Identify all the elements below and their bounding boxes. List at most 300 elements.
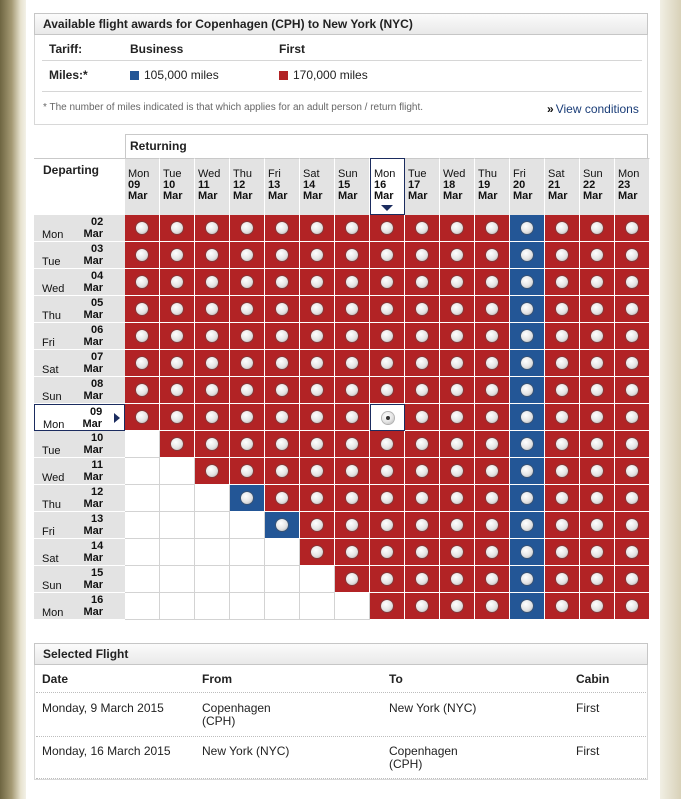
first-award-cell[interactable] (405, 512, 440, 539)
radio-button[interactable] (241, 276, 253, 288)
business-award-cell[interactable] (265, 512, 300, 539)
first-award-cell[interactable] (265, 242, 300, 269)
depart-date-header[interactable] (34, 512, 125, 539)
return-date-header[interactable] (615, 158, 650, 215)
first-award-cell[interactable] (195, 350, 230, 377)
first-award-cell[interactable] (440, 566, 475, 593)
radio-button[interactable] (486, 465, 498, 477)
first-award-cell[interactable] (370, 539, 405, 566)
business-award-cell[interactable] (510, 431, 545, 458)
radio-button[interactable] (591, 519, 603, 531)
first-award-cell[interactable] (475, 512, 510, 539)
radio-button[interactable] (451, 573, 463, 585)
radio-button[interactable] (521, 303, 533, 315)
depart-date-header[interactable] (34, 431, 125, 458)
first-award-cell[interactable] (580, 431, 615, 458)
first-award-cell[interactable] (615, 215, 650, 242)
radio-button[interactable] (521, 573, 533, 585)
first-award-cell[interactable] (230, 323, 265, 350)
radio-button[interactable] (206, 276, 218, 288)
depart-date-header[interactable] (34, 458, 125, 485)
radio-button[interactable] (276, 465, 288, 477)
first-award-cell[interactable] (125, 404, 160, 431)
first-award-cell[interactable] (475, 593, 510, 620)
radio-button[interactable] (451, 384, 463, 396)
radio-button[interactable] (346, 222, 358, 234)
first-award-cell[interactable] (440, 377, 475, 404)
first-award-cell[interactable] (125, 215, 160, 242)
first-award-cell[interactable] (265, 485, 300, 512)
radio-button[interactable] (416, 465, 428, 477)
first-award-cell[interactable] (475, 458, 510, 485)
first-award-cell[interactable] (405, 296, 440, 323)
first-award-cell[interactable] (440, 269, 475, 296)
radio-button[interactable] (206, 384, 218, 396)
first-award-cell[interactable] (370, 269, 405, 296)
first-award-cell[interactable] (440, 242, 475, 269)
radio-button[interactable] (556, 222, 568, 234)
first-award-cell[interactable] (475, 377, 510, 404)
radio-button[interactable] (521, 492, 533, 504)
radio-button[interactable] (311, 519, 323, 531)
first-award-cell[interactable] (580, 296, 615, 323)
radio-button[interactable] (206, 411, 218, 423)
radio-button[interactable] (591, 573, 603, 585)
first-award-cell[interactable] (545, 242, 580, 269)
first-award-cell[interactable] (300, 458, 335, 485)
first-award-cell[interactable] (160, 377, 195, 404)
first-award-cell[interactable] (615, 269, 650, 296)
business-award-cell[interactable] (510, 458, 545, 485)
radio-button[interactable] (346, 384, 358, 396)
radio-button[interactable] (311, 438, 323, 450)
first-award-cell[interactable] (615, 350, 650, 377)
radio-button[interactable] (136, 411, 148, 423)
first-award-cell[interactable] (405, 566, 440, 593)
radio-button[interactable] (241, 357, 253, 369)
radio-button[interactable] (486, 384, 498, 396)
radio-button[interactable] (381, 519, 393, 531)
radio-button[interactable] (381, 330, 393, 342)
first-award-cell[interactable] (615, 512, 650, 539)
radio-button[interactable] (521, 519, 533, 531)
radio-button[interactable] (206, 438, 218, 450)
first-award-cell[interactable] (440, 485, 475, 512)
radio-button[interactable] (556, 438, 568, 450)
radio-button[interactable] (311, 411, 323, 423)
first-award-cell[interactable] (475, 323, 510, 350)
radio-button[interactable] (171, 438, 183, 450)
radio-button[interactable] (521, 465, 533, 477)
first-award-cell[interactable] (405, 485, 440, 512)
first-award-cell[interactable] (580, 323, 615, 350)
radio-button[interactable] (276, 492, 288, 504)
radio-button[interactable] (486, 303, 498, 315)
first-award-cell[interactable] (335, 485, 370, 512)
radio-button[interactable] (486, 519, 498, 531)
radio-button[interactable] (346, 492, 358, 504)
radio-button[interactable] (556, 276, 568, 288)
first-award-cell[interactable] (300, 377, 335, 404)
return-date-header[interactable] (160, 158, 195, 215)
first-award-cell[interactable] (195, 323, 230, 350)
radio-button[interactable] (381, 600, 393, 612)
radio-button[interactable] (381, 546, 393, 558)
radio-button[interactable] (276, 384, 288, 396)
first-award-cell[interactable] (615, 377, 650, 404)
radio-button[interactable] (521, 357, 533, 369)
radio-button[interactable] (416, 546, 428, 558)
first-award-cell[interactable] (300, 215, 335, 242)
radio-button[interactable] (451, 330, 463, 342)
first-award-cell[interactable] (475, 404, 510, 431)
first-award-cell[interactable] (475, 566, 510, 593)
first-award-cell[interactable] (160, 296, 195, 323)
first-award-cell[interactable] (580, 404, 615, 431)
radio-button[interactable] (556, 573, 568, 585)
business-award-cell[interactable] (510, 404, 545, 431)
radio-button[interactable] (346, 330, 358, 342)
radio-button[interactable] (556, 519, 568, 531)
radio-button[interactable] (556, 249, 568, 261)
return-date-header[interactable] (300, 158, 335, 215)
radio-button[interactable] (591, 384, 603, 396)
first-award-cell[interactable] (440, 539, 475, 566)
radio-button[interactable] (416, 438, 428, 450)
radio-button[interactable] (486, 546, 498, 558)
first-award-cell[interactable] (370, 566, 405, 593)
depart-date-header[interactable] (34, 215, 125, 242)
radio-button[interactable] (626, 330, 638, 342)
radio-button[interactable] (346, 276, 358, 288)
first-award-cell[interactable] (545, 296, 580, 323)
depart-date-header[interactable] (34, 539, 125, 566)
radio-button[interactable] (136, 330, 148, 342)
first-award-cell[interactable] (160, 215, 195, 242)
radio-button[interactable] (276, 357, 288, 369)
radio-button[interactable] (416, 222, 428, 234)
radio-button[interactable] (591, 222, 603, 234)
radio-button[interactable] (171, 222, 183, 234)
radio-button[interactable] (382, 412, 394, 424)
radio-button[interactable] (451, 222, 463, 234)
first-award-cell[interactable] (370, 512, 405, 539)
radio-button[interactable] (486, 222, 498, 234)
first-award-cell[interactable] (195, 404, 230, 431)
radio-button[interactable] (136, 303, 148, 315)
radio-button[interactable] (206, 357, 218, 369)
first-award-cell[interactable] (370, 404, 405, 431)
radio-button[interactable] (591, 276, 603, 288)
radio-button[interactable] (241, 438, 253, 450)
radio-button[interactable] (451, 438, 463, 450)
radio-button[interactable] (311, 303, 323, 315)
depart-date-header[interactable] (34, 593, 125, 620)
first-award-cell[interactable] (580, 593, 615, 620)
first-award-cell[interactable] (160, 242, 195, 269)
first-award-cell[interactable] (195, 377, 230, 404)
first-award-cell[interactable] (370, 593, 405, 620)
radio-button[interactable] (171, 384, 183, 396)
radio-button[interactable] (626, 573, 638, 585)
first-award-cell[interactable] (545, 323, 580, 350)
radio-button[interactable] (206, 249, 218, 261)
radio-button[interactable] (626, 600, 638, 612)
first-award-cell[interactable] (230, 269, 265, 296)
first-award-cell[interactable] (370, 215, 405, 242)
first-award-cell[interactable] (265, 377, 300, 404)
first-award-cell[interactable] (545, 512, 580, 539)
first-award-cell[interactable] (195, 269, 230, 296)
depart-date-header[interactable] (34, 296, 125, 323)
first-award-cell[interactable] (370, 350, 405, 377)
radio-button[interactable] (311, 222, 323, 234)
radio-button[interactable] (346, 303, 358, 315)
first-award-cell[interactable] (265, 458, 300, 485)
radio-button[interactable] (521, 438, 533, 450)
radio-button[interactable] (486, 492, 498, 504)
first-award-cell[interactable] (475, 296, 510, 323)
radio-button[interactable] (416, 573, 428, 585)
view-conditions-link[interactable]: » View conditions (547, 102, 639, 116)
first-award-cell[interactable] (335, 242, 370, 269)
return-date-header[interactable] (195, 158, 230, 215)
first-award-cell[interactable] (440, 323, 475, 350)
business-award-cell[interactable] (510, 296, 545, 323)
radio-button[interactable] (451, 465, 463, 477)
radio-button[interactable] (451, 546, 463, 558)
radio-button[interactable] (346, 357, 358, 369)
radio-button[interactable] (556, 384, 568, 396)
radio-button[interactable] (451, 276, 463, 288)
first-award-cell[interactable] (615, 323, 650, 350)
first-award-cell[interactable] (265, 215, 300, 242)
radio-button[interactable] (136, 249, 148, 261)
first-award-cell[interactable] (370, 458, 405, 485)
first-award-cell[interactable] (370, 323, 405, 350)
first-award-cell[interactable] (335, 323, 370, 350)
first-award-cell[interactable] (125, 269, 160, 296)
radio-button[interactable] (626, 276, 638, 288)
first-award-cell[interactable] (230, 215, 265, 242)
first-award-cell[interactable] (440, 458, 475, 485)
first-award-cell[interactable] (545, 566, 580, 593)
first-award-cell[interactable] (335, 566, 370, 593)
first-award-cell[interactable] (440, 512, 475, 539)
first-award-cell[interactable] (125, 350, 160, 377)
radio-button[interactable] (521, 411, 533, 423)
return-date-header[interactable] (405, 158, 440, 215)
radio-button[interactable] (626, 357, 638, 369)
radio-button[interactable] (416, 384, 428, 396)
first-award-cell[interactable] (335, 296, 370, 323)
first-award-cell[interactable] (405, 404, 440, 431)
first-award-cell[interactable] (545, 215, 580, 242)
radio-button[interactable] (556, 600, 568, 612)
first-award-cell[interactable] (440, 215, 475, 242)
first-award-cell[interactable] (580, 539, 615, 566)
first-award-cell[interactable] (615, 296, 650, 323)
radio-button[interactable] (626, 222, 638, 234)
first-award-cell[interactable] (335, 269, 370, 296)
radio-button[interactable] (556, 357, 568, 369)
radio-button[interactable] (346, 411, 358, 423)
first-award-cell[interactable] (580, 458, 615, 485)
radio-button[interactable] (626, 303, 638, 315)
business-award-cell[interactable] (510, 539, 545, 566)
radio-button[interactable] (591, 600, 603, 612)
radio-button[interactable] (136, 357, 148, 369)
first-award-cell[interactable] (615, 242, 650, 269)
depart-date-header[interactable] (34, 323, 125, 350)
radio-button[interactable] (521, 276, 533, 288)
radio-button[interactable] (241, 492, 253, 504)
radio-button[interactable] (276, 303, 288, 315)
first-award-cell[interactable] (475, 269, 510, 296)
radio-button[interactable] (416, 492, 428, 504)
first-award-cell[interactable] (405, 269, 440, 296)
first-award-cell[interactable] (475, 539, 510, 566)
radio-button[interactable] (311, 330, 323, 342)
first-award-cell[interactable] (230, 458, 265, 485)
first-award-cell[interactable] (300, 539, 335, 566)
first-award-cell[interactable] (405, 242, 440, 269)
first-award-cell[interactable] (545, 539, 580, 566)
radio-button[interactable] (241, 249, 253, 261)
first-award-cell[interactable] (265, 269, 300, 296)
radio-button[interactable] (241, 411, 253, 423)
first-award-cell[interactable] (405, 350, 440, 377)
radio-button[interactable] (346, 465, 358, 477)
business-award-cell[interactable] (510, 593, 545, 620)
radio-button[interactable] (556, 465, 568, 477)
radio-button[interactable] (521, 384, 533, 396)
return-date-header[interactable] (545, 158, 580, 215)
first-award-cell[interactable] (615, 458, 650, 485)
first-award-cell[interactable] (370, 242, 405, 269)
radio-button[interactable] (241, 222, 253, 234)
first-award-cell[interactable] (545, 404, 580, 431)
radio-button[interactable] (591, 465, 603, 477)
first-award-cell[interactable] (160, 404, 195, 431)
first-award-cell[interactable] (405, 458, 440, 485)
first-award-cell[interactable] (545, 593, 580, 620)
return-date-header[interactable] (510, 158, 545, 215)
radio-button[interactable] (451, 600, 463, 612)
radio-button[interactable] (486, 573, 498, 585)
radio-button[interactable] (241, 303, 253, 315)
first-award-cell[interactable] (300, 431, 335, 458)
first-award-cell[interactable] (615, 485, 650, 512)
radio-button[interactable] (591, 330, 603, 342)
radio-button[interactable] (416, 303, 428, 315)
first-award-cell[interactable] (580, 215, 615, 242)
radio-button[interactable] (626, 465, 638, 477)
first-award-cell[interactable] (545, 485, 580, 512)
radio-button[interactable] (416, 249, 428, 261)
return-date-header[interactable] (335, 158, 370, 215)
first-award-cell[interactable] (195, 215, 230, 242)
radio-button[interactable] (486, 600, 498, 612)
depart-date-header[interactable] (34, 566, 125, 593)
first-award-cell[interactable] (230, 404, 265, 431)
depart-date-header[interactable] (34, 350, 125, 377)
first-award-cell[interactable] (370, 377, 405, 404)
radio-button[interactable] (311, 276, 323, 288)
radio-button[interactable] (451, 303, 463, 315)
radio-button[interactable] (381, 438, 393, 450)
radio-button[interactable] (381, 249, 393, 261)
first-award-cell[interactable] (580, 566, 615, 593)
first-award-cell[interactable] (195, 242, 230, 269)
radio-button[interactable] (311, 357, 323, 369)
first-award-cell[interactable] (335, 377, 370, 404)
radio-button[interactable] (591, 411, 603, 423)
first-award-cell[interactable] (545, 350, 580, 377)
first-award-cell[interactable] (335, 539, 370, 566)
first-award-cell[interactable] (160, 431, 195, 458)
first-award-cell[interactable] (125, 242, 160, 269)
radio-button[interactable] (346, 573, 358, 585)
radio-button[interactable] (626, 384, 638, 396)
first-award-cell[interactable] (580, 350, 615, 377)
first-award-cell[interactable] (195, 458, 230, 485)
radio-button[interactable] (486, 249, 498, 261)
first-award-cell[interactable] (405, 215, 440, 242)
first-award-cell[interactable] (335, 431, 370, 458)
radio-button[interactable] (241, 465, 253, 477)
first-award-cell[interactable] (335, 350, 370, 377)
return-date-header[interactable] (230, 158, 265, 215)
radio-button[interactable] (556, 303, 568, 315)
radio-button[interactable] (591, 303, 603, 315)
first-award-cell[interactable] (300, 242, 335, 269)
first-award-cell[interactable] (440, 350, 475, 377)
first-award-cell[interactable] (160, 350, 195, 377)
first-award-cell[interactable] (195, 431, 230, 458)
radio-button[interactable] (416, 330, 428, 342)
first-award-cell[interactable] (405, 539, 440, 566)
radio-button[interactable] (381, 384, 393, 396)
radio-button[interactable] (521, 546, 533, 558)
first-award-cell[interactable] (405, 431, 440, 458)
first-award-cell[interactable] (580, 269, 615, 296)
radio-button[interactable] (241, 384, 253, 396)
radio-button[interactable] (626, 492, 638, 504)
radio-button[interactable] (171, 249, 183, 261)
radio-button[interactable] (556, 492, 568, 504)
first-award-cell[interactable] (300, 323, 335, 350)
radio-button[interactable] (626, 546, 638, 558)
first-award-cell[interactable] (475, 215, 510, 242)
radio-button[interactable] (521, 222, 533, 234)
radio-button[interactable] (591, 438, 603, 450)
first-award-cell[interactable] (475, 242, 510, 269)
radio-button[interactable] (276, 330, 288, 342)
radio-button[interactable] (451, 492, 463, 504)
radio-button[interactable] (486, 438, 498, 450)
business-award-cell[interactable] (510, 566, 545, 593)
return-date-header[interactable] (370, 158, 405, 215)
radio-button[interactable] (171, 303, 183, 315)
radio-button[interactable] (311, 465, 323, 477)
first-award-cell[interactable] (160, 269, 195, 296)
radio-button[interactable] (171, 411, 183, 423)
business-award-cell[interactable] (230, 485, 265, 512)
first-award-cell[interactable] (335, 404, 370, 431)
depart-date-header[interactable] (34, 242, 125, 269)
first-award-cell[interactable] (615, 593, 650, 620)
